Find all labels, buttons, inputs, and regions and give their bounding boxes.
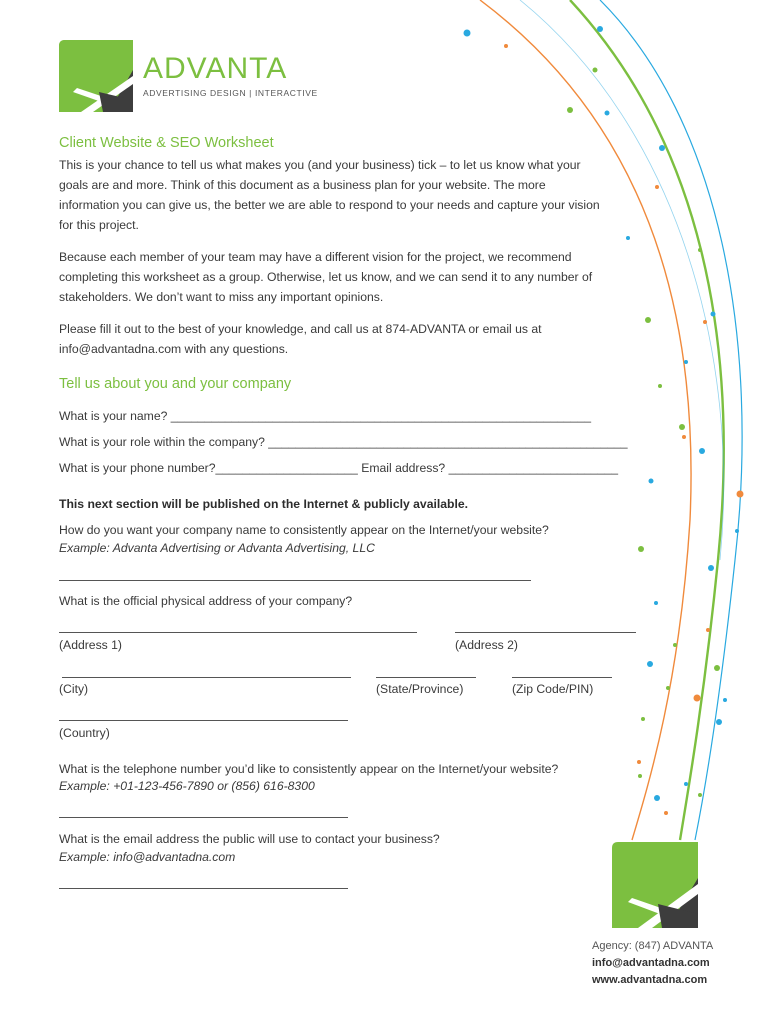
role-field[interactable]: What is your role within the company? _____________________________________________________ <box>59 435 628 449</box>
logo <box>59 40 319 115</box>
contact-agency: Agency: (847) ADVANTA <box>592 940 714 952</box>
name-field[interactable]: What is your name? ______________________________________________________________ <box>59 409 592 423</box>
city-input-line[interactable] <box>62 677 351 678</box>
country-label: (Country) <box>59 726 110 740</box>
telephone-question: What is the telephone number you’d like to consistently appear on the Internet/your website? <box>59 762 559 776</box>
company-name-example: Example: Advanta Advertising or Advanta Advertising, LLC <box>59 541 375 555</box>
company-name-question: How do you want your company name to consistently appear on the Internet/your website? <box>59 523 549 537</box>
brand-name: ADVANTA <box>143 52 288 85</box>
address2-input-line[interactable] <box>455 632 636 633</box>
contact-website[interactable]: www.advantadna.com <box>592 974 708 986</box>
address2-label: (Address 2) <box>455 638 518 652</box>
page-title: Client Website & SEO Worksheet <box>59 135 274 151</box>
telephone-input-line[interactable] <box>59 817 348 818</box>
address1-label: (Address 1) <box>59 638 122 652</box>
address-question: What is the official physical address of your company? <box>59 594 353 608</box>
state-input-line[interactable] <box>376 677 476 678</box>
brand-tagline: ADVERTISING DESIGN | INTERACTIVE <box>143 88 318 98</box>
email-question: What is the email address the public will use to contact your business? <box>59 832 440 846</box>
intro-paragraph-2: Because each member of your team may have a different vision for the project, we recommend completing this worksheet as a group. Otherwise, let us know, and we can send it to any number of stakeholders. We don’t want to miss any important opinions. <box>59 250 593 304</box>
intro-paragraph-3: Please fill it out to the best of your knowledge, and call us at 874-ADVANTA or email us at info@advantadna.com with any questions. <box>59 322 542 356</box>
email-example: Example: info@advantadna.com <box>59 850 236 864</box>
contact-email[interactable]: info@advantadna.com <box>592 957 710 969</box>
country-input-line[interactable] <box>59 720 348 721</box>
city-label: (City) <box>59 682 89 696</box>
phone-email-field[interactable]: What is your phone number?_____________________ Email address? _________________________ <box>59 461 619 475</box>
section-title: Tell us about you and your company <box>59 376 292 392</box>
email-input-line[interactable] <box>59 888 348 889</box>
telephone-example: Example: +01-123-456-7890 or (856) 616-8300 <box>59 779 315 793</box>
footer-logo-mark-icon <box>612 842 698 928</box>
intro-paragraph-1: This is your chance to tell us what makes you (and your business) tick – to let us know what your goals are and more. Think of this document as a business plan for your website. The more information you can give us, the better we are able to respond to your needs and capture your vision for this project. <box>59 158 600 232</box>
zip-label: (Zip Code/PIN) <box>512 682 594 696</box>
zip-input-line[interactable] <box>512 677 612 678</box>
state-label: (State/Province) <box>376 682 464 696</box>
company-name-input-line[interactable] <box>59 580 531 581</box>
address1-input-line[interactable] <box>59 632 417 633</box>
logo-mark-icon <box>59 40 133 112</box>
contact-block <box>592 938 713 989</box>
published-note: This next section will be published on the Internet & publicly available. <box>59 497 469 511</box>
